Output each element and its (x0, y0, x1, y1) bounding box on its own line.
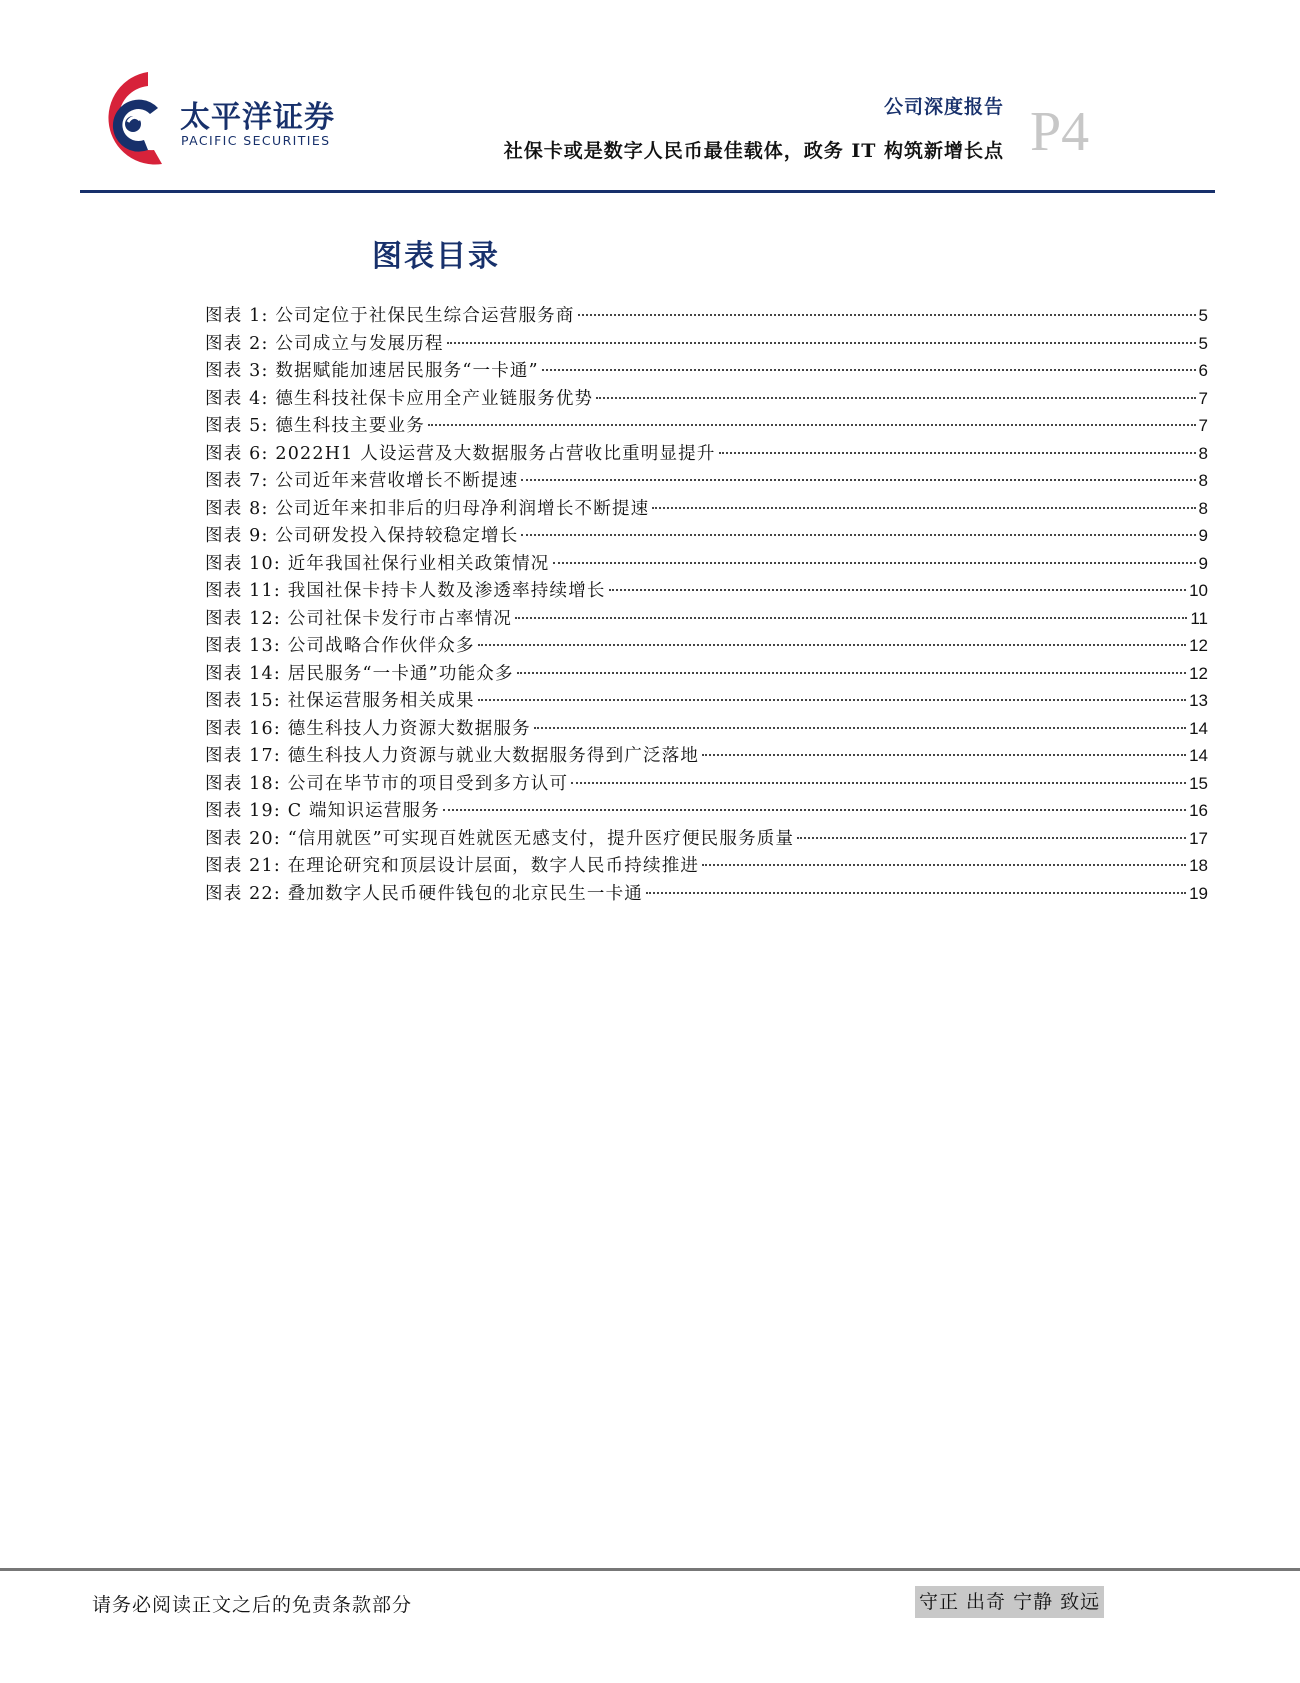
toc-item[interactable] (205, 330, 1208, 358)
toc-item-label: 图表 14: 居民服务“一卡通”功能众多 (205, 663, 514, 684)
toc-item-page: 11 (1190, 608, 1208, 628)
toc-item[interactable] (205, 742, 1208, 770)
footer-disclaimer: 请务必阅读正文之后的免责条款部分 (92, 1594, 413, 1616)
toc-item[interactable] (205, 357, 1208, 385)
toc-item[interactable] (205, 770, 1208, 798)
toc-leader-dots (797, 837, 1186, 839)
page-number-mark: P4 (1030, 101, 1090, 163)
toc-item[interactable] (205, 605, 1208, 633)
toc-leader-dots (596, 397, 1195, 399)
toc-item-page: 17 (1189, 828, 1208, 848)
toc-item-label: 图表 16: 德生科技人力资源大数据服务 (205, 718, 531, 739)
toc-item[interactable] (205, 302, 1208, 330)
toc-leader-dots (515, 617, 1187, 619)
toc-item[interactable] (205, 522, 1208, 550)
toc-item-page: 9 (1198, 526, 1208, 545)
brand-name-en: PACIFIC SECURITIES (181, 133, 331, 148)
toc-item-label: 图表 20: “信用就医”可实现百姓就医无感支付，提升医疗便民服务质量 (205, 828, 795, 849)
toc-item-label: 图表 5: 德生科技主要业务 (205, 416, 425, 436)
toc-item-label: 图表 22: 叠加数字人民币硬件钱包的北京民生一卡通 (205, 883, 643, 904)
toc-item-label: 图表 19: C 端知识运营服务 (205, 801, 440, 821)
toc-item[interactable] (205, 467, 1208, 495)
toc-leader-dots (719, 452, 1196, 454)
toc-item-label: 图表 21: 在理论研究和顶层设计层面，数字人民币持续推进 (205, 856, 700, 876)
toc-item[interactable] (205, 385, 1208, 413)
toc-leader-dots (542, 369, 1196, 371)
toc-item-label: 图表 10: 近年我国社保行业相关政策情况 (205, 553, 550, 574)
toc-item-label: 图表 1: 公司定位于社保民生综合运营服务商 (205, 306, 575, 326)
toc-leader-dots (609, 589, 1186, 591)
toc-item-page: 10 (1189, 581, 1208, 600)
toc-leader-dots (478, 644, 1186, 646)
toc-item-label: 图表 12: 公司社保卡发行市占率情况 (205, 608, 513, 629)
toc-item-label: 图表 18: 公司在毕节市的项目受到多方认可 (205, 773, 569, 794)
toc-item-page: 5 (1198, 333, 1208, 353)
toc-item-page: 12 (1189, 636, 1208, 655)
toc-item-label: 图表 13: 公司战略合作伙伴众多 (205, 636, 475, 656)
toc-leader-dots (478, 699, 1186, 701)
toc-leader-dots (702, 754, 1186, 756)
toc-leader-dots (578, 314, 1196, 316)
toc-item[interactable] (205, 440, 1208, 468)
toc-item-page: 14 (1189, 746, 1208, 765)
toc-leader-dots (534, 727, 1186, 729)
toc-item-label: 图表 6: 2022H1 人设运营及大数据服务占营收比重明显提升 (205, 443, 716, 464)
toc-item[interactable] (205, 852, 1208, 880)
toc-item-page: 8 (1198, 471, 1208, 490)
toc-item-page: 19 (1189, 883, 1208, 903)
toc-item-page: 14 (1189, 718, 1208, 738)
report-type: 公司深度报告 (883, 96, 1004, 118)
toc-item-page: 8 (1198, 443, 1208, 463)
toc-item-label: 图表 7: 公司近年来营收增长不断提速 (205, 471, 519, 491)
toc-item[interactable] (205, 660, 1208, 688)
toc-leader-dots (571, 782, 1186, 784)
toc-item[interactable] (205, 495, 1208, 523)
toc-item[interactable] (205, 797, 1208, 825)
toc-item-page: 6 (1198, 361, 1208, 380)
toc-item-page: 5 (1198, 306, 1208, 325)
toc-leader-dots (428, 424, 1196, 426)
toc-item-label: 图表 2: 公司成立与发展历程 (205, 333, 444, 354)
toc-item-page: 7 (1198, 416, 1208, 435)
toc-title: 图表目录 (372, 239, 500, 274)
toc-item-label: 图表 4: 德生科技社保卡应用全产业链服务优势 (205, 388, 594, 409)
toc-item-page: 12 (1189, 663, 1208, 683)
toc-item-page: 9 (1198, 553, 1208, 573)
footer-motto: 守正 出奇 宁静 致远 (915, 1586, 1104, 1618)
report-title: 社保卡或是数字人民币最佳载体，政务 IT 构筑新增长点 (503, 140, 1004, 162)
toc-leader-dots (646, 892, 1186, 894)
toc-list (205, 302, 1208, 907)
toc-item[interactable] (205, 687, 1208, 715)
toc-leader-dots (447, 342, 1196, 344)
toc-leader-dots (652, 507, 1195, 509)
toc-leader-dots (521, 534, 1195, 536)
toc-leader-dots (517, 672, 1186, 674)
toc-item-page: 7 (1198, 388, 1208, 408)
toc-item-page: 15 (1189, 773, 1208, 793)
header-divider (80, 190, 1215, 193)
toc-item-page: 13 (1189, 691, 1208, 710)
toc-item-label: 图表 15: 社保运营服务相关成果 (205, 691, 475, 711)
toc-item-label: 图表 8: 公司近年来扣非后的归母净利润增长不断提速 (205, 498, 650, 519)
footer-divider (0, 1568, 1300, 1571)
toc-leader-dots (443, 809, 1186, 811)
toc-item[interactable] (205, 880, 1208, 908)
toc-item-page: 18 (1189, 856, 1208, 875)
brand-name-cn: 太平洋证券 (180, 100, 335, 135)
toc-item[interactable] (205, 412, 1208, 440)
pacific-securities-logo-icon (88, 68, 174, 172)
toc-item-label: 图表 9: 公司研发投入保持较稳定增长 (205, 526, 519, 546)
toc-leader-dots (702, 864, 1186, 866)
toc-item-label: 图表 3: 数据赋能加速居民服务“一卡通” (205, 361, 539, 381)
toc-item[interactable] (205, 550, 1208, 578)
toc-item[interactable] (205, 825, 1208, 853)
toc-leader-dots (553, 562, 1196, 564)
toc-item-label: 图表 11: 我国社保卡持卡人数及渗透率持续增长 (205, 581, 606, 601)
toc-item-page: 8 (1198, 498, 1208, 518)
toc-item[interactable] (205, 632, 1208, 660)
toc-item[interactable] (205, 715, 1208, 743)
toc-item[interactable] (205, 577, 1208, 605)
toc-item-label: 图表 17: 德生科技人力资源与就业大数据服务得到广泛落地 (205, 746, 700, 766)
toc-leader-dots (521, 479, 1195, 481)
toc-item-page: 16 (1189, 801, 1208, 820)
